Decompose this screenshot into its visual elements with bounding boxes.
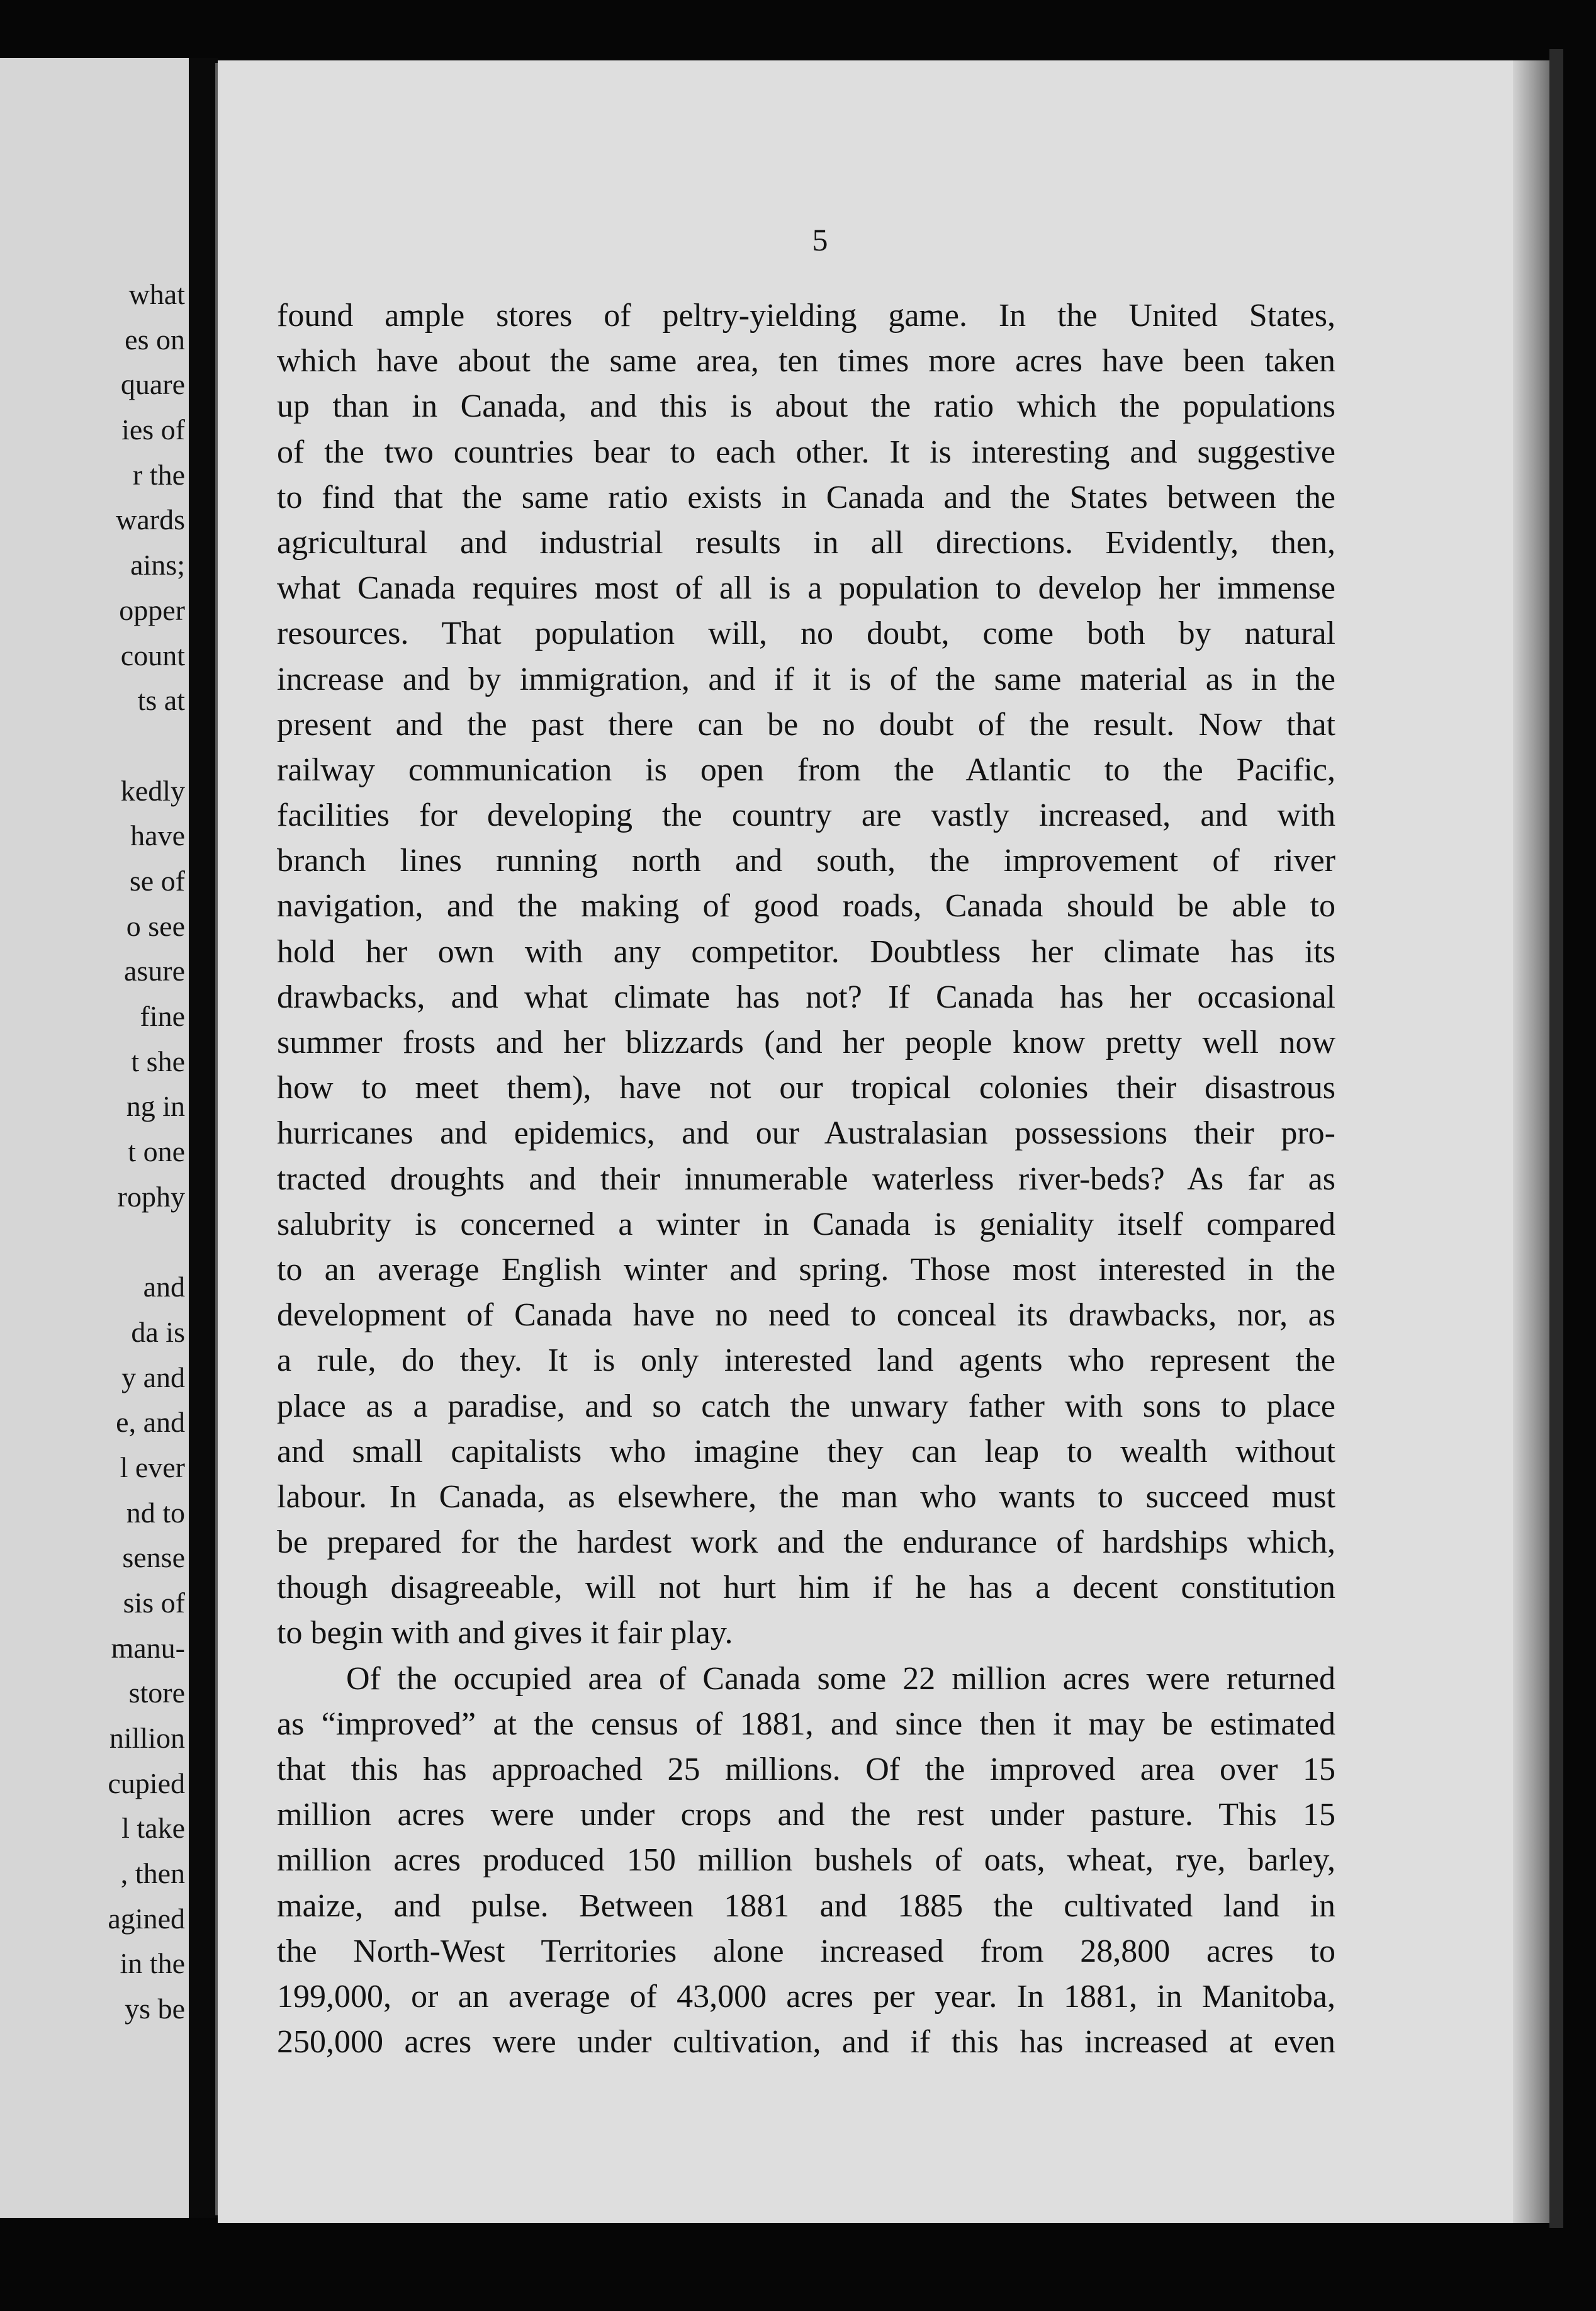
facing-line-fragment: , then (120, 1857, 185, 1890)
text-line: place as a paradise, and so catch the unwary father with sons to place (277, 1388, 1335, 1424)
text-line: increase and by immigration, and if it is of the same material as in the (277, 661, 1335, 697)
text-line: maize, and pulse. Between 1881 and 1885 the cultivated land in (277, 1887, 1335, 1924)
facing-line-fragment: ng in (126, 1090, 185, 1123)
facing-line-fragment: r the (132, 458, 185, 491)
text-line: railway communication is open from the Atlantic to the Pacific, (277, 751, 1335, 788)
facing-line-fragment: have (130, 819, 185, 852)
facing-line-fragment: o see (126, 909, 185, 942)
facing-line-fragment: ies of (121, 413, 185, 446)
text-line: and small capitalists who imagine they can leap to wealth without (277, 1433, 1335, 1470)
facing-line-fragment: fine (140, 1000, 185, 1032)
facing-line-fragment: l take (121, 1812, 185, 1845)
page-outer-edge (1549, 49, 1563, 2228)
page-edge-shadow (1513, 60, 1549, 2223)
facing-line-fragment: t one (128, 1135, 185, 1168)
facing-line-fragment (9, 723, 185, 768)
facing-line-fragment: store (128, 1677, 185, 1709)
facing-line-fragment: ains; (130, 549, 185, 582)
facing-line-fragment: ts at (137, 684, 185, 717)
facing-line-fragment: rophy (117, 1180, 185, 1213)
text-line: agricultural and industrial results in all directions. Evidently, then, (277, 524, 1335, 561)
text-line: Of the occupied area of Canada some 22 million acres were returned (346, 1660, 1335, 1697)
text-line: facilities for developing the country are vastly increased, and with (277, 797, 1335, 834)
text-line: drawbacks, and what climate has not? If Canada has her occasional (277, 979, 1335, 1015)
text-line: million acres were under crops and the rest under pasture. This 15 (277, 1797, 1335, 1833)
text-line: 199,000, or an average of 43,000 acres per year. In 1881, in Manitoba, (277, 1978, 1335, 2015)
facing-line-fragment: nillion (109, 1722, 185, 1754)
text-line: development of Canada have no need to conceal its drawbacks, nor, as (277, 1297, 1335, 1334)
text-line: hurricanes and epidemics, and our Australasian possessions their pro- (277, 1115, 1335, 1152)
facing-line-fragment: ys be (125, 1993, 185, 2025)
facing-line-fragment: da is (131, 1315, 185, 1348)
text-line: what Canada requires most of all is a population to develop her immense (277, 570, 1335, 607)
facing-line-fragment: opper (119, 593, 185, 626)
text-line: million acres produced 150 million bushels of oats, wheat, rye, barley, (277, 1842, 1335, 1879)
facing-line-fragment (9, 1219, 185, 1264)
facing-line-fragment: cupied (108, 1767, 185, 1799)
facing-line-fragment: what (128, 278, 185, 310)
text-line: found ample stores of peltry-yielding game. In the United States, (277, 298, 1335, 334)
text-line: summer frosts and her blizzards (and her people know pretty well now (277, 1025, 1335, 1060)
text-line: hold her own with any competitor. Doubtless her climate has its (277, 933, 1335, 970)
text-line: to begin with and gives it fair play. (277, 1615, 733, 1651)
text-line: which have about the same area, ten times more acres have been taken (277, 343, 1335, 380)
text-line: 250,000 acres were under cultivation, and if this has increased at even (277, 2024, 1335, 2061)
text-line: as “improved” at the census of 1881, and since then it may be estimated (277, 1706, 1335, 1742)
paragraph-2 (277, 1656, 1335, 2066)
text-line: of the two countries bear to each other. It is interesting and suggestive (277, 434, 1335, 470)
facing-line-fragment: in the (120, 1947, 185, 1980)
facing-line-fragment: wards (116, 503, 185, 536)
text-line: branch lines running north and south, the improvement of river (277, 843, 1335, 879)
facing-line-fragment: agined (108, 1902, 185, 1935)
facing-line-fragment: es on (125, 323, 185, 356)
text-line: labour. In Canada, as elsewhere, the man who wants to succeed must (277, 1478, 1335, 1515)
book-gutter (189, 58, 218, 2218)
facing-line-fragment: se of (129, 864, 185, 897)
body-text (277, 293, 1335, 2065)
facing-line-fragment: l ever (120, 1451, 185, 1483)
facing-line-fragment: count (120, 639, 185, 672)
page-number: 5 (812, 222, 828, 257)
text-line: the North-West Territories alone increased from 28,800 acres to (277, 1933, 1335, 1969)
facing-line-fragment: e, and (116, 1406, 185, 1439)
text-line: a rule, do they. It is only interested land agents who represent the (277, 1342, 1335, 1379)
text-line: navigation, and the making of good roads, Canada should be able to (277, 888, 1335, 925)
facing-line-fragment: quare (120, 368, 185, 401)
text-line: to an average English winter and spring. Those most interested in the (277, 1251, 1335, 1288)
facing-line-fragment: sense (122, 1541, 185, 1574)
text-line: resources. That population will, no doubt, come both by natural (277, 616, 1335, 652)
text-line: that this has approached 25 millions. Of the improved area over 15 (277, 1752, 1335, 1787)
facing-line-fragment: kedly (120, 774, 185, 807)
facing-line-fragment: sis of (123, 1586, 185, 1619)
facing-line-fragment: t she (131, 1045, 185, 1077)
text-line: up than in Canada, and this is about the ratio which the populations (277, 388, 1335, 425)
facing-line-fragment: and (143, 1271, 185, 1303)
facing-page-text (9, 272, 185, 2032)
facing-line-fragment: manu- (111, 1631, 185, 1664)
text-line: be prepared for the hardest work and the endurance of hardships which, (277, 1524, 1335, 1561)
text-line: how to meet them), have not our tropical colonies their disastrous (277, 1070, 1335, 1106)
text-line: though disagreeable, will not hurt him if he has a decent constitution (277, 1570, 1335, 1606)
facing-line-fragment: y and (121, 1361, 185, 1393)
text-line: salubrity is concerned a winter in Canada is geniality itself compared (277, 1206, 1335, 1242)
facing-page-fragment (0, 58, 189, 2218)
facing-line-fragment: nd to (126, 1496, 185, 1529)
facing-line-fragment: asure (123, 955, 185, 987)
text-line: present and the past there can be no doubt of the result. Now that (277, 706, 1335, 743)
text-line: to find that the same ratio exists in Canada and the States between the (277, 479, 1335, 515)
text-line: tracted droughts and their innumerable waterless river-beds? As far as (277, 1161, 1335, 1197)
paragraph-1 (277, 293, 1335, 1656)
